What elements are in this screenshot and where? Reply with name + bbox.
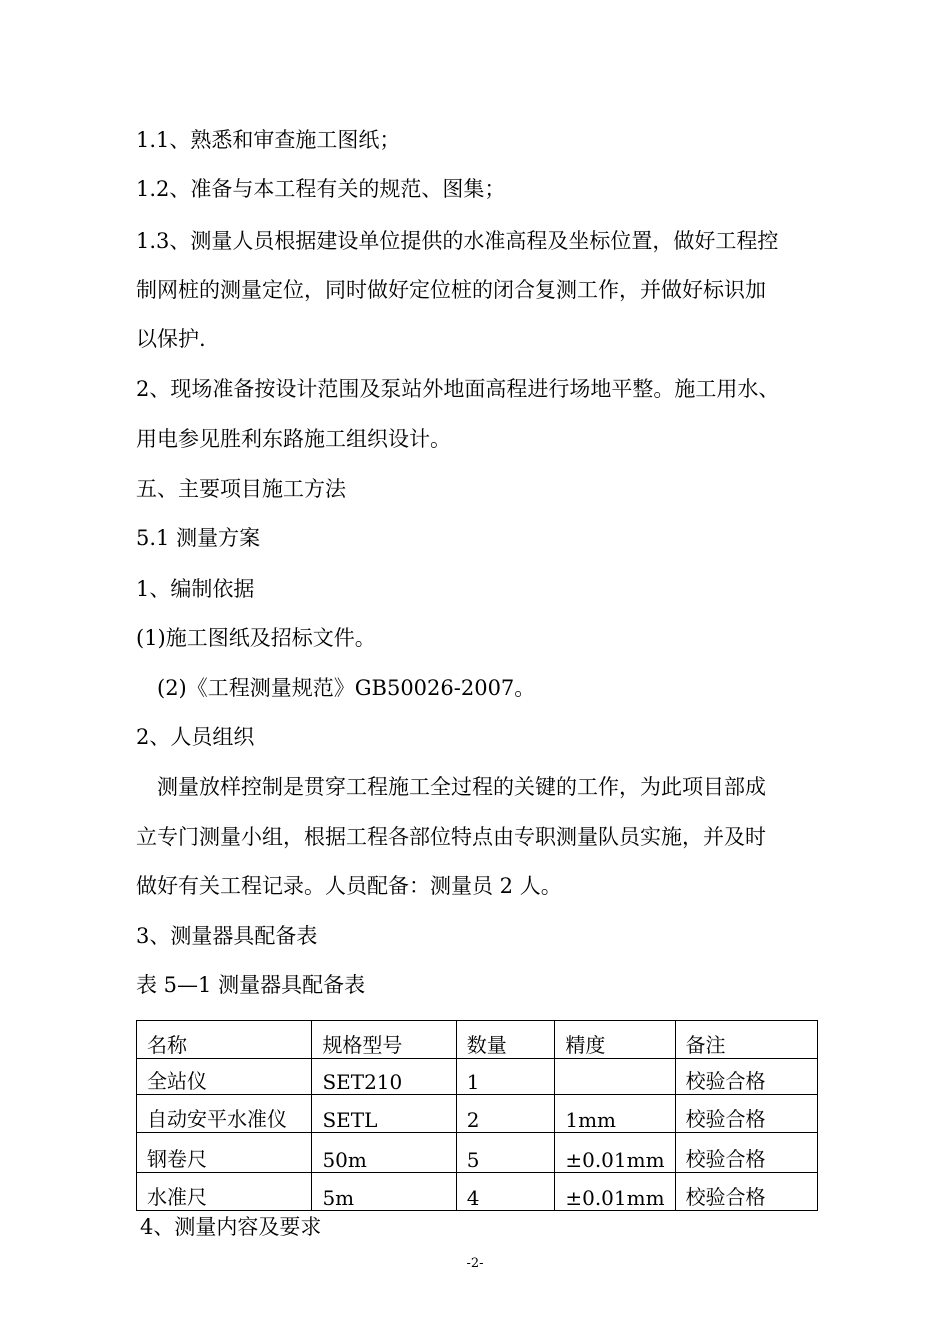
text-line-5: 以保护.	[136, 327, 206, 351]
text-line-12: (2)《工程测量规范》GB50026-2007。	[157, 676, 536, 700]
table-cell: 校验合格	[675, 1133, 817, 1173]
text-line-14: 测量放样控制是贯穿工程施工全过程的关键的工作，为此项目部成	[157, 775, 766, 799]
table-cell: 水准尺	[137, 1173, 312, 1211]
table-header-cell: 备注	[675, 1021, 817, 1059]
table-cell: 自动安平水准仪	[137, 1095, 312, 1133]
text-line-11: (1)施工图纸及招标文件。	[136, 626, 376, 650]
table-row	[137, 1059, 818, 1095]
table-cell: 4	[456, 1173, 555, 1211]
text-line-6: 2、现场准备按设计范围及泵站外地面高程进行场地平整。施工用水、	[136, 377, 780, 401]
table-row	[137, 1095, 818, 1133]
table-cell: 5m	[312, 1173, 456, 1211]
table-cell: 校验合格	[675, 1095, 817, 1133]
table-row	[137, 1173, 818, 1211]
item-heading-personnel: 2、人员组织	[136, 725, 255, 749]
table-cell: 校验合格	[675, 1059, 817, 1095]
table-cell: 钢卷尺	[137, 1133, 312, 1173]
text-line-1: 1.1、熟悉和审查施工图纸；	[136, 128, 401, 152]
table-cell	[555, 1059, 675, 1095]
table-cell: 1	[456, 1059, 555, 1095]
table-cell: ±0.01mm	[555, 1133, 675, 1173]
subsection-heading-5-1: 5.1 测量方案	[136, 526, 261, 550]
table-row	[137, 1133, 818, 1173]
table-header-row	[137, 1021, 818, 1059]
table-header-cell: 名称	[137, 1021, 312, 1059]
item-heading-basis: 1、编制依据	[136, 577, 255, 601]
table-cell: SET210	[312, 1059, 456, 1095]
equipment-table	[136, 1020, 818, 1211]
table-caption: 表 5—1 测量器具配备表	[136, 973, 366, 997]
table-cell: 校验合格	[675, 1173, 817, 1211]
table-header-cell: 数量	[456, 1021, 555, 1059]
text-line-3: 1.3、测量人员根据建设单位提供的水准高程及坐标位置，做好工程控	[136, 229, 779, 253]
table-cell: 2	[456, 1095, 555, 1133]
text-line-16: 做好有关工程记录。人员配备：测量员 2 人。	[136, 874, 562, 898]
text-line-7: 用电参见胜利东路施工组织设计。	[136, 427, 451, 451]
item-heading-equipment: 3、测量器具配备表	[136, 924, 318, 948]
table-cell: SETL	[312, 1095, 456, 1133]
section-heading-5: 五、主要项目施工方法	[136, 477, 346, 501]
page-number: -2-	[466, 1256, 484, 1271]
table-cell: 50m	[312, 1133, 456, 1173]
table-cell: ±0.01mm	[555, 1173, 675, 1211]
table-cell: 全站仪	[137, 1059, 312, 1095]
table-cell: 5	[456, 1133, 555, 1173]
text-line-2: 1.2、准备与本工程有关的规范、图集；	[136, 177, 506, 201]
item-heading-measurement-content: 4、测量内容及要求	[140, 1215, 322, 1239]
table-header-cell: 规格型号	[312, 1021, 456, 1059]
text-line-15: 立专门测量小组，根据工程各部位特点由专职测量队员实施，并及时	[136, 825, 766, 849]
text-line-4: 制网桩的测量定位，同时做好定位桩的闭合复测工作，并做好标识加	[136, 278, 766, 302]
table-cell: 1mm	[555, 1095, 675, 1133]
table-header-cell: 精度	[555, 1021, 675, 1059]
